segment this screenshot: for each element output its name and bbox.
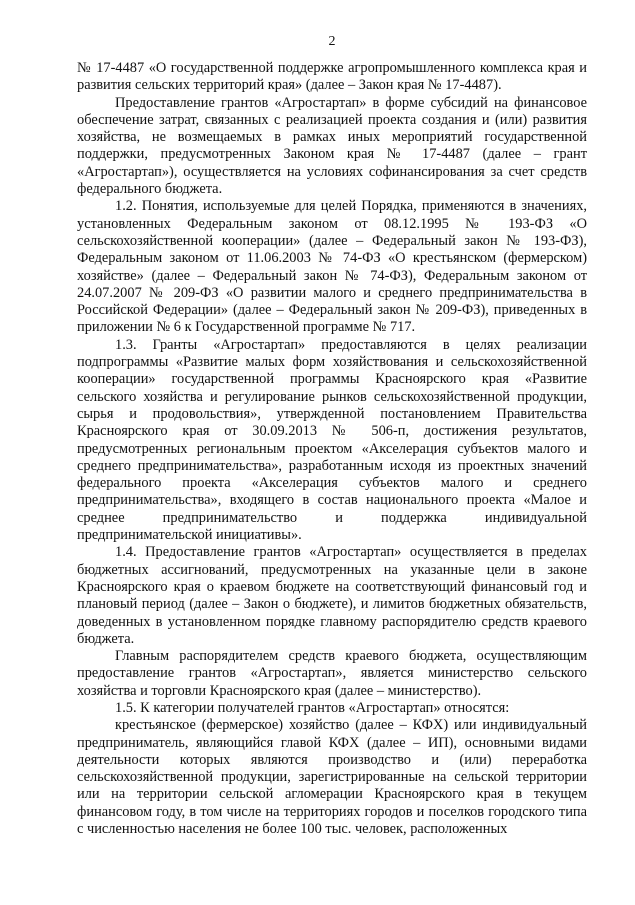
paragraph-chief-administrator: Главным распорядителем средств краевого бюджета, осуществляющим предоставление грантов «Агростартап», является министерство сельского хозяйства и торговли Красноярского края (далее – министерство).: [77, 648, 587, 699]
paragraph-kfh-definition: крестьянское (фермерское) хозяйство (далее – КФХ) или индивидуальный предприниматель, являющийся главой КФХ (далее – ИП), основными видами деятельности которых являются производство и (или) переработка сельскохозяйственной продукции, зарегистрированные на сельской территории или на территории сельской агломерации Красноярского края в текущем финансовом году, в том числе на территориях городов и поселков городского типа с численностью населения не более 100 тыс. человек, расположенных: [77, 717, 587, 838]
document-body: [77, 60, 587, 838]
paragraph-grant-definition: Предоставление грантов «Агростартап» в форме субсидий на финансовое обеспечение затрат, связанных с реализацией проекта создания и (или) развития хозяйства, не возмещаемых в рамках иных мероприятий государственной поддержки, предусмотренных Законом края № 17-4487 (далее – грант «Агростартап»), осуществляется на условиях софинансирования за счет средств федерального бюджета.: [77, 94, 587, 198]
paragraph-1-4-budget: 1.4. Предоставление грантов «Агростартап» осуществляется в пределах бюджетных ассигнований, предусмотренных на указанные цели в законе Красноярского края о краевом бюджете на соответствующий финансовый год и плановый период (далее – Закон о бюджете), и лимитов бюджетных обязательств, доведенных в установленном порядке главному распорядителю средств краевого бюджета.: [77, 544, 587, 647]
paragraph-1-3-purpose: 1.3. Гранты «Агростартап» предоставляются в целях реализации подпрограммы «Развитие малых форм хозяйствования и сельскохозяйственной кооперации» государственной программы Красноярского края «Развитие сельского хозяйства и регулирование рынков сельскохозяйственной продукции, сырья и продовольствия», утвержденной постановлением Правительства Красноярского края от 30.09.2013 № 506-п, достижения результатов, предусмотренных региональным проектом «Акселерация субъектов малого и среднего предпринимательства», разработанным исходя из проектных значений федерального проекта «Акселерация субъектов малого и среднего предпринимательства», входящего в состав национального проекта «Малое и среднее предпринимательство и поддержка индивидуальной предпринимательской инициативы».: [77, 336, 587, 544]
paragraph-law-reference: № 17-4487 «О государственной поддержке агропромышленного комплекса края и развития сельских территорий края» (далее – Закон края № 17-4487).: [77, 60, 587, 94]
paragraph-1-2-terms: 1.2. Понятия, используемые для целей Порядка, применяются в значениях, установленных Федеральным законом от 08.12.1995 № 193-ФЗ «О сельскохозяйственной кооперации» (далее – Федеральный закон № 193-ФЗ), Федеральным законом от 11.06.2003 № 74-ФЗ «О крестьянском (фермерском) хозяйстве» (далее – Федеральный закон № 74-ФЗ), Федеральным законом от 24.07.2007 № 209-ФЗ «О развитии малого и среднего предпринимательства в Российской Федерации» (далее – Федеральный закон № 209-ФЗ), приведенных в приложении № 6 к Государственной программе № 717.: [77, 198, 587, 336]
page-number: 2: [328, 34, 336, 49]
paragraph-1-5-recipients: 1.5. К категории получателей грантов «Агростартап» относятся:: [115, 699, 510, 716]
